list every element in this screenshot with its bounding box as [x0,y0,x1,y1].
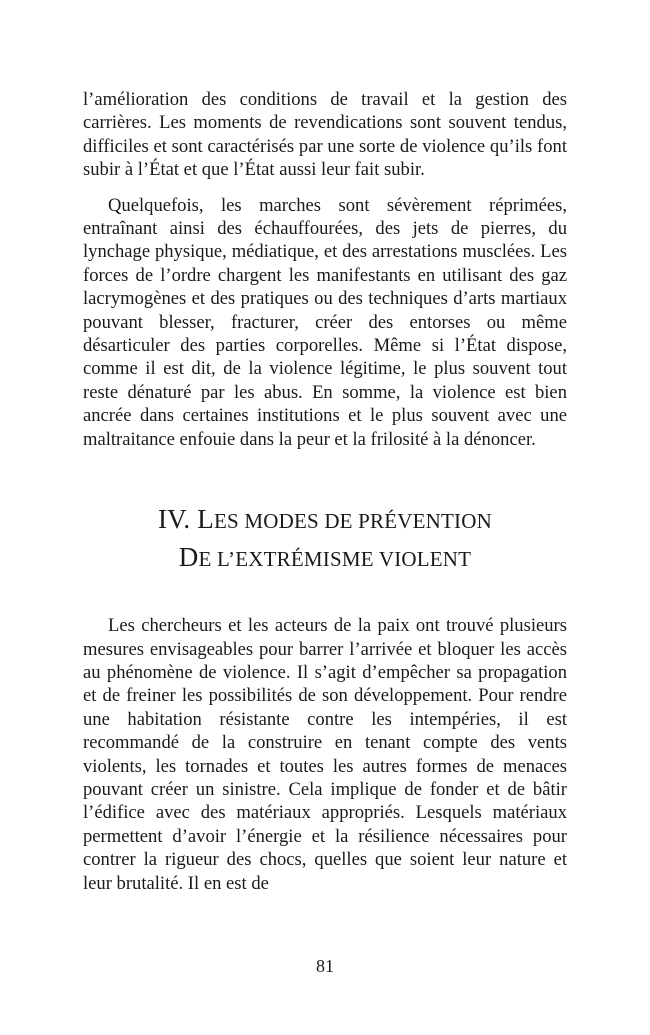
paragraph: Quelquefois, les marches sont sévèrement réprimées, entraînant ainsi des échauffourées, des jets de pierres, du lynchage physique, médiatique, et des arrestations musclées. Les forces de l’ordre chargent les manifestants en utilisant des gaz lacrymogènes et des pratiques ou des techniques d’arts martiaux pouvant blesser, fracturer, créer des entorses ou même désarticuler des parties corporelles. Même si l’État dispose, comme il est dit, de la violence légitime, le plus souvent tout reste dénaturé par les abus. En somme, la violence est bien ancrée dans certaines institutions et le plus souvent avec une maltraitance enfouie dans la peur et la frilosité à la dénoncer. [83,194,567,450]
heading-text: E L’EXTRÉMISME VIOLENT [198,547,472,572]
chapter-heading [83,501,567,577]
chapter-numeral: IV. [157,504,191,535]
page-body [83,88,567,895]
paragraph: Les chercheurs et les acteurs de la paix ont trouvé plusieurs mesures envisageables pour barrer l’arrivée et bloquer les accès au phénomène de violence. Il s’agit d’empêcher sa propagation et de freiner les possibilités de son développement. Pour rendre une habitation résistante contre les intempéries, il est recommandé de la construire en tenant compte des vents violents, les tornades et toutes les autres formes de menaces pouvant créer un sinistre. Cela implique de fonder et de bâtir l’édifice avec des matériaux appropriés. Lesquels matériaux permettent d’avoir l’énergie et la résilience nécessaires pour contrer la rigueur des chocs, quelles que soient leur nature et leur brutalité. Il en est de [83,615,567,894]
chapter-heading-line-1 [83,501,567,539]
heading-text: ES MODES DE PRÉVENTION [214,509,492,534]
heading-initial: D [178,542,199,573]
chapter-heading-line-2 [83,539,567,577]
page-number: 81 [316,956,334,976]
heading-initial: L [197,504,214,535]
paragraph: l’amélioration des conditions de travail et la gestion des carrières. Les moments de revendications sont souvent tendus, difficiles et sont caractérisés par une sorte de violence qu’ils font subir à l’État et que l’État aussi leur fait subir. [83,89,567,181]
